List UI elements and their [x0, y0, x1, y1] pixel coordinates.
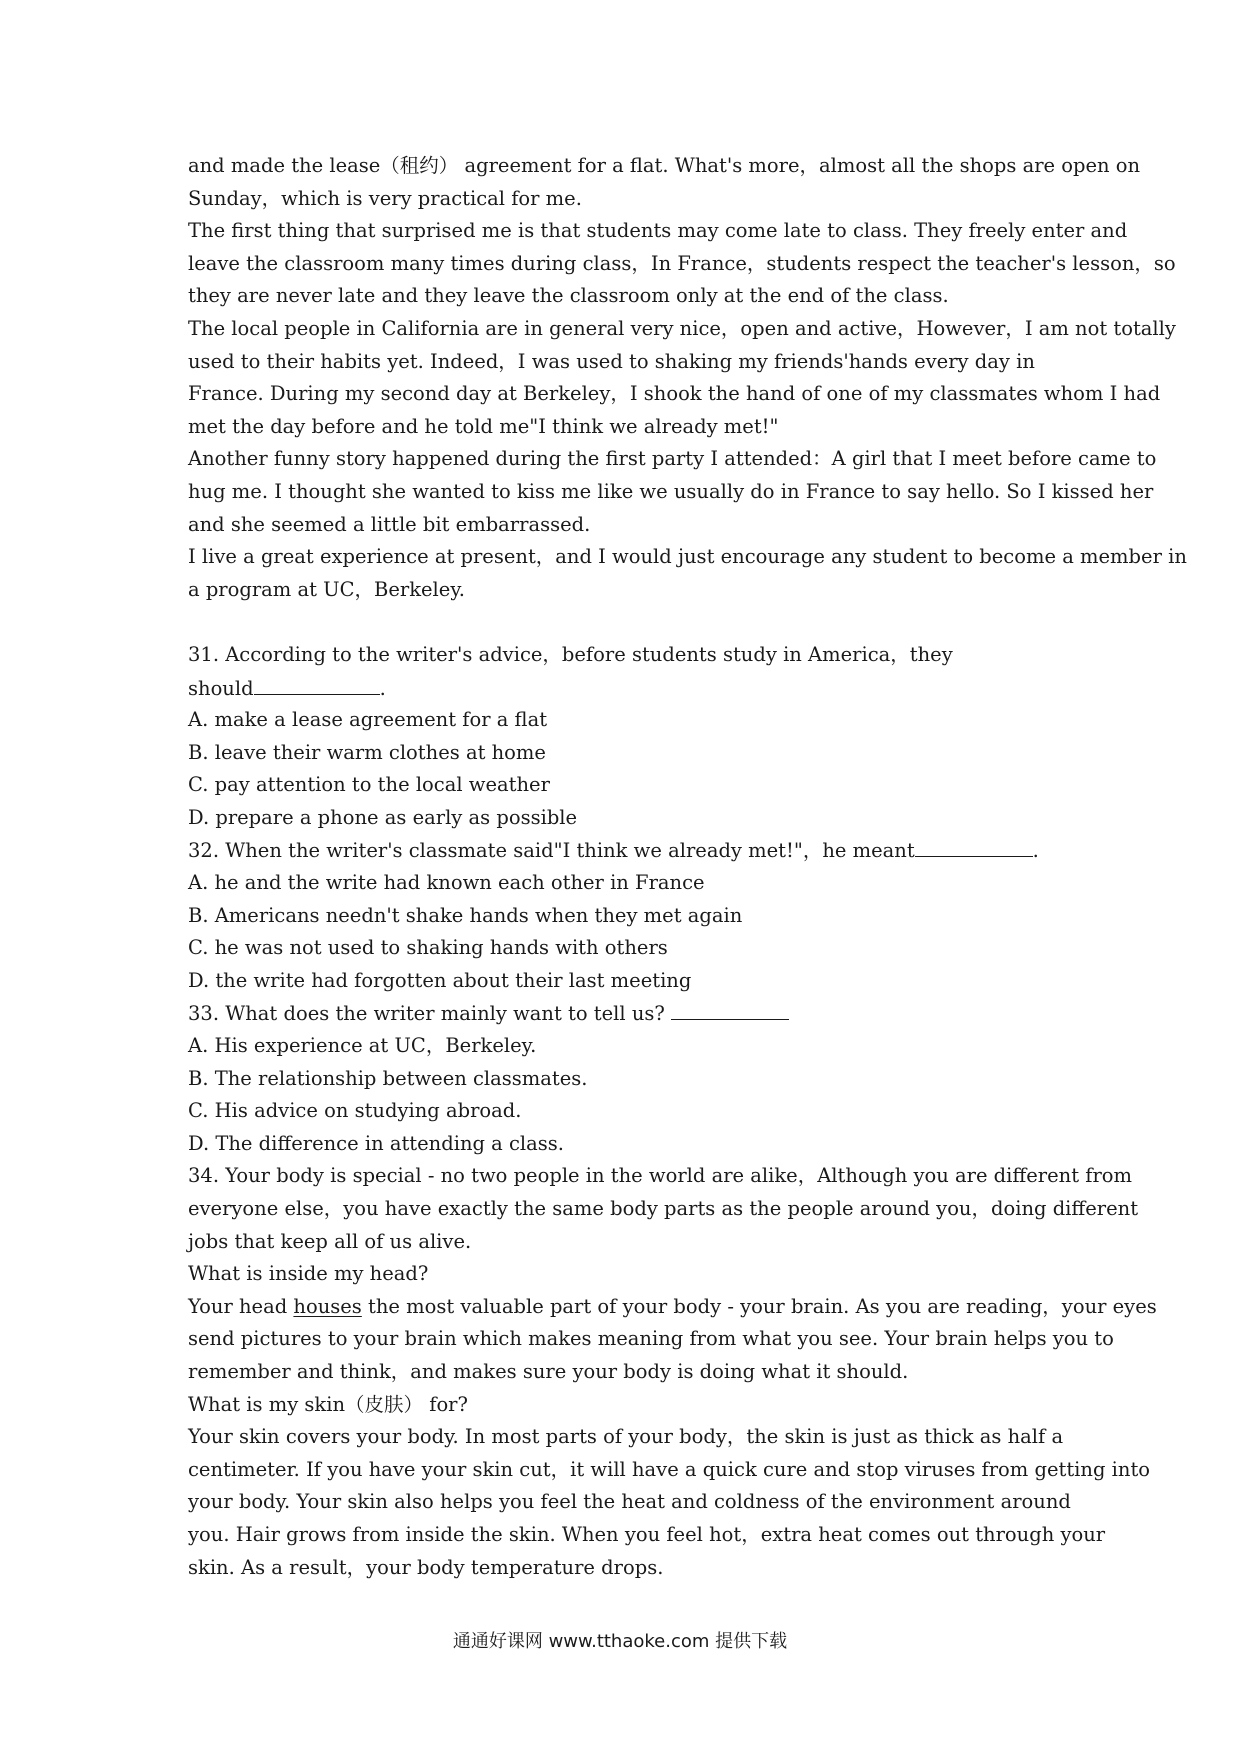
passage-line: they are never late and they leave the classroom only at the end of the class. — [188, 284, 949, 308]
section-heading: What is my skin（皮肤） for? — [188, 1392, 468, 1416]
passage-line: 34. Your body is special - no two people in the world are alike，Although you are different from — [188, 1164, 1133, 1188]
passage-line: used to their habits yet. Indeed，I was used to shaking my friends'hands every day in — [188, 349, 1035, 373]
passage-line: leave the classroom many times during class，In France，students respect the teacher's lesson，so — [188, 251, 1176, 275]
passage-line: The first thing that surprised me is that students may come late to class. They freely enter and — [188, 219, 1128, 243]
passage-line: France. During my second day at Berkeley，I shook the hand of one of my classmates whom I had — [188, 382, 1161, 406]
answer-blank — [254, 672, 380, 695]
passage-line: you. Hair grows from inside the skin. When you feel hot，extra heat comes out through your — [188, 1522, 1106, 1546]
passage-line: met the day before and he told me"I think we already met!" — [188, 414, 779, 438]
question-stem-cont: should . — [188, 672, 1068, 705]
answer-blank — [671, 997, 789, 1020]
question-32 — [188, 834, 1068, 997]
option-a: A. he and the write had known each other in France — [188, 871, 705, 895]
underlined-word: houses — [293, 1294, 362, 1318]
question-stem: 32. When the writer's classmate said"I think we already met!"，he meant . — [188, 834, 1068, 867]
spacer — [188, 606, 1068, 639]
option-b: B. The relationship between classmates. — [188, 1066, 588, 1090]
document-body — [188, 150, 1187, 1584]
passage-line: centimeter. If you have your skin cut，it will have a quick cure and stop viruses from getting into — [188, 1457, 1151, 1481]
passage-continuation — [188, 150, 1187, 606]
option-d: D. the write had forgotten about their last meeting — [188, 968, 692, 992]
passage-line: everyone else，you have exactly the same body parts as the people around you，doing different — [188, 1197, 1139, 1220]
question-34-passage — [188, 1160, 1157, 1584]
option-a: A. make a lease agreement for a flat — [188, 708, 548, 732]
question-stem: 31. According to the writer's advice，before students study in America，they — [188, 642, 953, 666]
option-c: C. pay attention to the local weather — [188, 773, 550, 797]
question-stem: 33. What does the writer mainly want to tell us? — [188, 997, 1068, 1030]
passage-line: send pictures to your brain which makes meaning from what you see. Your brain helps you to — [188, 1327, 1114, 1351]
option-a: A. His experience at UC，Berkeley. — [188, 1034, 537, 1058]
passage-line: Sunday，which is very practical for me. — [188, 186, 582, 210]
passage-line: remember and think，and makes sure your body is doing what it should. — [188, 1359, 909, 1383]
option-c: C. His advice on studying abroad. — [188, 1099, 522, 1123]
passage-line: hug me. I thought she wanted to kiss me like we usually do in France to say hello. So I kissed her — [188, 479, 1154, 503]
option-d: D. The difference in attending a class. — [188, 1131, 565, 1155]
passage-line: a program at UC，Berkeley. — [188, 577, 465, 601]
option-d: D. prepare a phone as early as possible — [188, 805, 578, 829]
question-33 — [188, 997, 1068, 1160]
passage-line: Your skin covers your body. In most parts of your body，the skin is just as thick as half a — [188, 1425, 1064, 1449]
passage-line: and made the lease（租约） agreement for a flat. What's more，almost all the shops are open on — [188, 154, 1141, 177]
question-31 — [188, 639, 1068, 835]
answer-blank — [915, 834, 1033, 857]
option-b: B. leave their warm clothes at home — [188, 740, 546, 764]
passage-line: Your head houses the most valuable part of your body - your brain. As you are reading，your eyes — [188, 1294, 1157, 1318]
passage-line: your body. Your skin also helps you feel the heat and coldness of the environment around — [188, 1490, 1071, 1514]
passage-line: I live a great experience at present，and I would just encourage any student to become a member in — [188, 545, 1187, 569]
passage-line: The local people in California are in general very nice，open and active，However，I am not totally — [188, 316, 1176, 340]
section-heading: What is inside my head? — [188, 1262, 429, 1286]
page-footer: 通通好课网 www.tthaoke.com 提供下载 — [452, 1631, 788, 1652]
option-c: C. he was not used to shaking hands with others — [188, 936, 668, 960]
option-b: B. Americans needn't shake hands when they met again — [188, 903, 743, 927]
passage-line: skin. As a result，your body temperature drops. — [188, 1555, 664, 1579]
passage-line: Another funny story happened during the first party I attended：A girl that I meet before came to — [188, 447, 1157, 471]
passage-line: and she seemed a little bit embarrassed. — [188, 512, 591, 536]
passage-line: jobs that keep all of us alive. — [188, 1229, 472, 1253]
